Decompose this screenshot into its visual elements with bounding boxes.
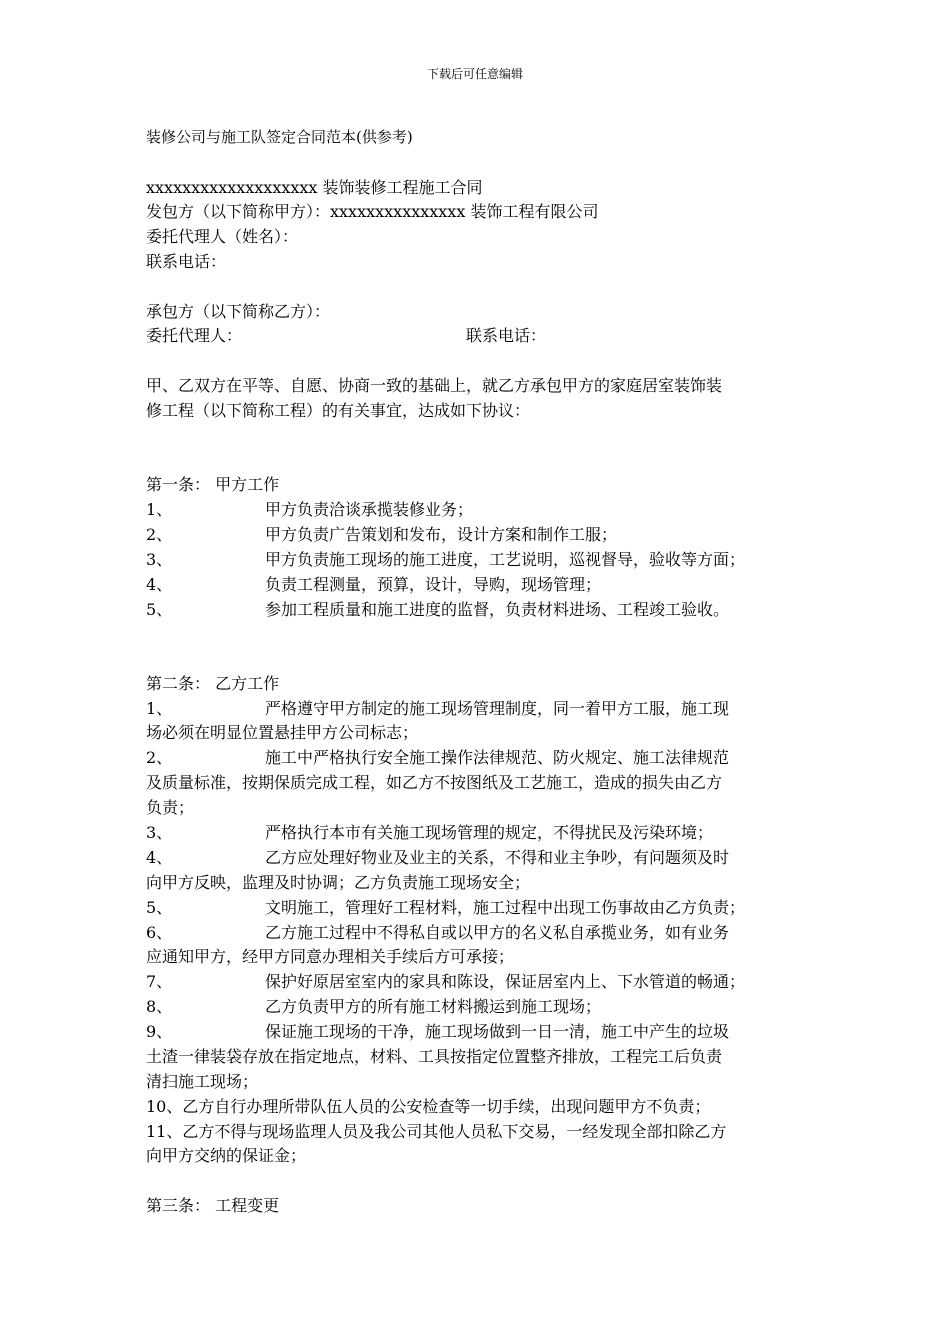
party-a-phone: 联系电话： (146, 252, 227, 271)
article-2-item-9-number: 9、 (146, 1022, 173, 1041)
article-2-item-3-number: 3、 (146, 823, 173, 842)
party-b-phone: 联系电话： (466, 326, 547, 345)
article-1-item-5-number: 5、 (146, 600, 173, 619)
party-a: 发包方（以下简称甲方）：xxxxxxxxxxxxxxx 装饰工程有限公司 (146, 202, 599, 221)
article-2-item-11-line-1: 11、乙方不得与现场监理人员及我公司其他人员私下交易，一经发现全部扣除乙方 (146, 1122, 727, 1141)
article-2-item-2-continuation-2: 负责； (146, 798, 195, 817)
article-1-item-1-text: 甲方负责洽谈承揽装修业务； (265, 500, 474, 519)
article-2-item-9-continuation-2: 清扫施工现场； (146, 1072, 259, 1091)
article-2-item-6-text: 乙方施工过程中不得私自或以甲方的名义私自承揽业务，如有业务 (265, 923, 730, 942)
article-2-item-10: 10、乙方自行办理所带队伍人员的公安检查等一切手续，出现问题甲方不负责； (146, 1097, 711, 1116)
party-b: 承包方（以下简称乙方）： (146, 302, 331, 321)
article-2-item-9-continuation-1: 土渣一律装袋存放在指定地点，材料、工具按指定位置整齐排放，工程完工后负责 (146, 1047, 723, 1066)
article-2-item-8-number: 8、 (146, 997, 173, 1016)
header-note: 下载后可任意编辑 (426, 67, 523, 81)
intro-line-2: 修工程（以下简称工程）的有关事宜，达成如下协议： (146, 401, 531, 420)
article-2-item-4-text: 乙方应处理好物业及业主的关系，不得和业主争吵，有问题须及时 (265, 848, 730, 867)
contract-title: xxxxxxxxxxxxxxxxxxx 装饰装修工程施工合同 (146, 178, 483, 197)
article-2-item-5-text: 文明施工，管理好工程材料，施工过程中出现工伤事故由乙方负责； (265, 898, 746, 917)
article-2-item-1-number: 1、 (146, 699, 173, 718)
article-1-item-2-text: 甲方负责广告策划和发布，设计方案和制作工服； (265, 525, 618, 544)
article-2-item-8-text: 乙方负责甲方的所有施工材料搬运到施工现场； (265, 997, 602, 1016)
article-2-item-4-continuation: 向甲方反映，监理及时协调；乙方负责施工现场安全； (146, 873, 531, 892)
article-2-title: 第二条： 乙方工作 (146, 674, 280, 693)
article-1-item-3-text: 甲方负责施工现场的施工进度，工艺说明，巡视督导，验收等方面； (265, 550, 746, 569)
article-1-title: 第一条： 甲方工作 (146, 475, 280, 494)
article-1-item-3-number: 3、 (146, 550, 173, 569)
article-2-item-2-continuation-1: 及质量标准，按期保质完成工程，如乙方不按图纸及工艺施工，造成的损失由乙方 (146, 773, 723, 792)
article-1-item-1-number: 1、 (146, 500, 173, 519)
article-3-title: 第三条： 工程变更 (146, 1196, 280, 1215)
article-2-item-3-text: 严格执行本市有关施工现场管理的规定，不得扰民及污染环境； (265, 823, 714, 842)
article-2-item-2-text: 施工中严格执行安全施工操作法律规范、防火规定、施工法律规范 (265, 748, 730, 767)
article-2-item-6-number: 6、 (146, 923, 173, 942)
article-2-item-1-continuation: 场必须在明显位置悬挂甲方公司标志； (146, 723, 419, 742)
article-2-item-6-continuation: 应通知甲方，经甲方同意办理相关手续后方可承接； (146, 947, 515, 966)
article-1-item-2-number: 2、 (146, 525, 173, 544)
document-subtitle: 装修公司与施工队签定合同范本(供参考) (146, 128, 413, 146)
article-1-item-5-text: 参加工程质量和施工进度的监督，负责材料进场、工程竣工验收。 (265, 600, 730, 619)
party-a-agent: 委托代理人（姓名）： (146, 227, 299, 246)
article-2-item-7-number: 7、 (146, 972, 173, 991)
article-2-item-1-text: 严格遵守甲方制定的施工现场管理制度，同一着甲方工服，施工现 (265, 699, 730, 718)
article-1-item-4-text: 负责工程测量，预算，设计，导购，现场管理； (265, 575, 602, 594)
article-2-item-5-number: 5、 (146, 898, 173, 917)
article-2-item-11-line-2: 向甲方交纳的保证金； (146, 1146, 307, 1165)
article-2-item-7-text: 保护好原居室室内的家具和陈设，保证居室内上、下水管道的畅通； (265, 972, 746, 991)
intro-line-1: 甲、乙双方在平等、自愿、协商一致的基础上，就乙方承包甲方的家庭居室装饰装 (146, 376, 723, 395)
article-2-item-4-number: 4、 (146, 848, 173, 867)
article-2-item-2-number: 2、 (146, 748, 173, 767)
article-2-item-9-text: 保证施工现场的干净，施工现场做到一日一清，施工中产生的垃圾 (265, 1022, 730, 1041)
party-b-agent: 委托代理人： (146, 326, 243, 345)
article-1-item-4-number: 4、 (146, 575, 173, 594)
